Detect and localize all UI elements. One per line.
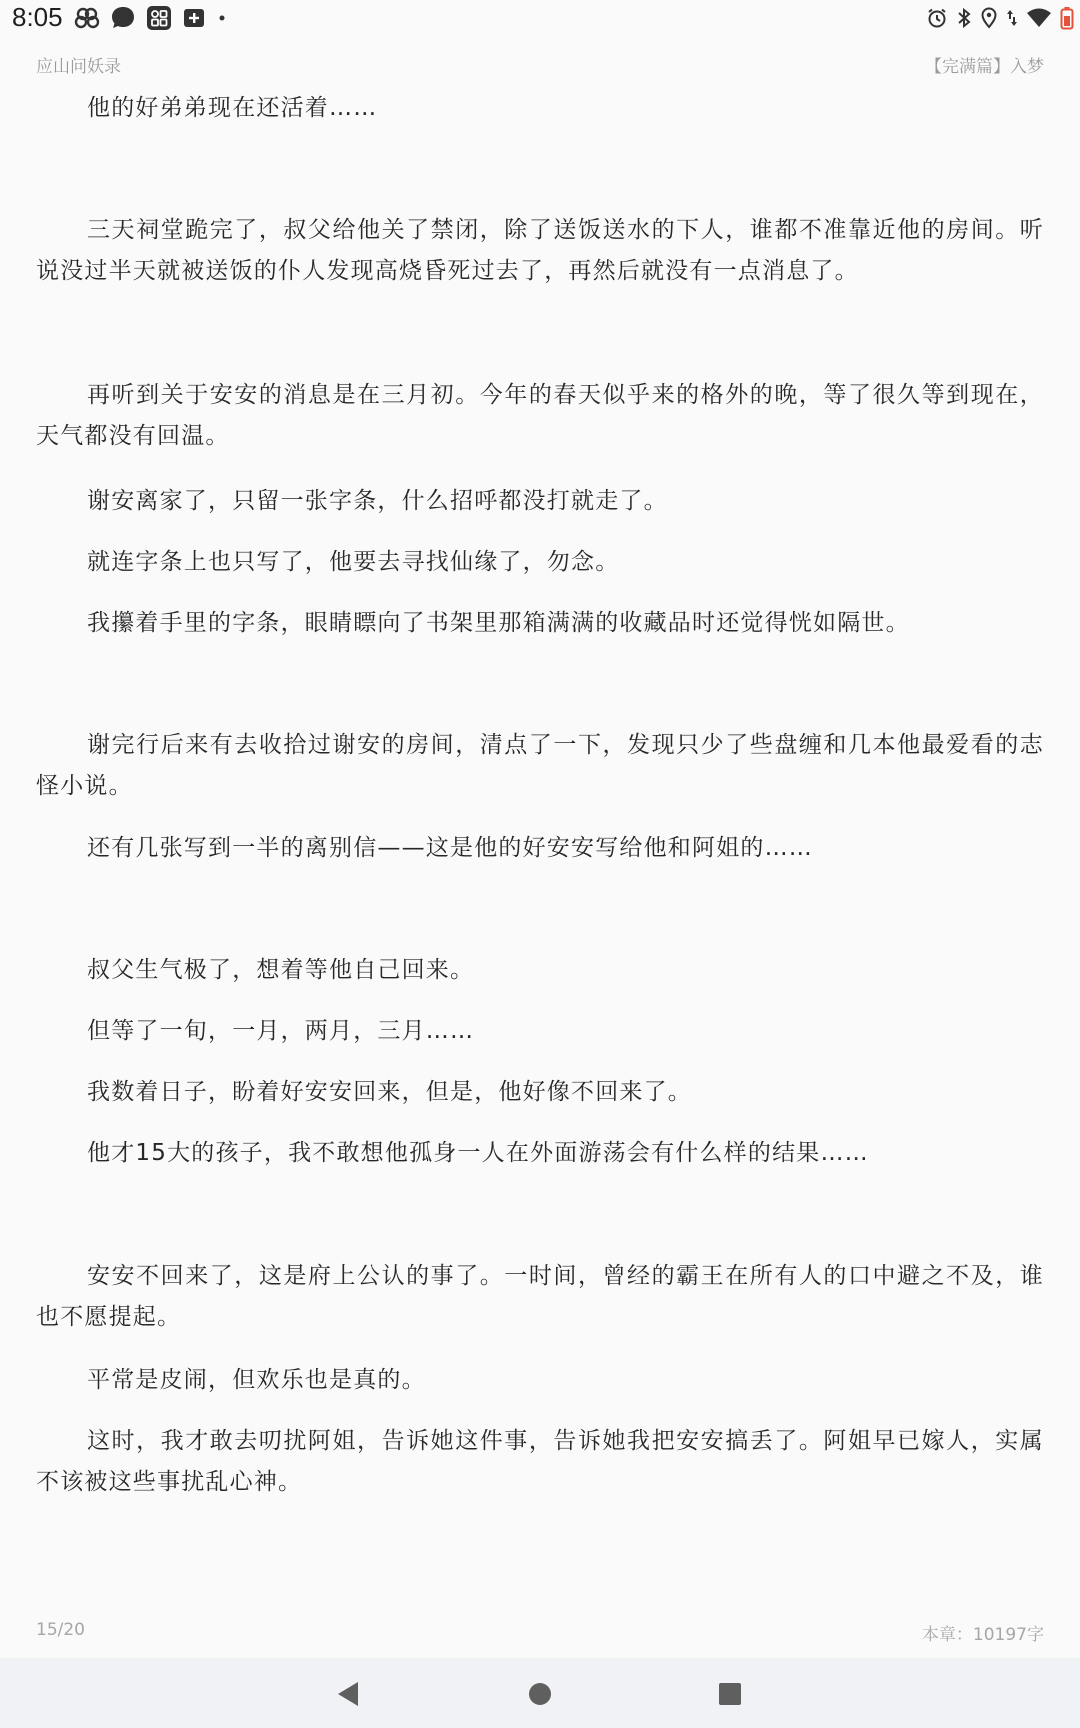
chapter-title: 【完满篇】入梦	[925, 57, 1044, 77]
paragraph: 三天祠堂跪完了，叔父给他关了禁闭，除了送饭送水的下人，谁都不准靠近他的房间。听说没过半天就被送饭的仆人发现高烧昏死过去了，再然后就没有一点消息了。	[36, 217, 1044, 284]
paragraph: 叔父生气极了，想着等他自己回来。	[87, 957, 475, 983]
paragraph: 再听到关于安安的消息是在三月初。今年的春天似乎来的格外的晚，等了很久等到现在，天气都没有回温。	[36, 382, 1044, 449]
paragraph: 但等了一旬，一月，两月，三月……	[87, 1018, 475, 1044]
paragraph: 我攥着手里的字条，眼睛瞟向了书架里那箱满满的收藏品时还觉得恍如隔世。	[87, 610, 910, 636]
back-button[interactable]	[326, 1672, 370, 1716]
add-box-icon	[182, 6, 206, 30]
paragraph: 他才15大的孩子，我不敢想他孤身一人在外面游荡会有什么样的结果……	[87, 1140, 869, 1166]
page-number: 15/20	[36, 1620, 85, 1640]
status-time: 8:05	[12, 2, 63, 32]
paragraph: 谢安离家了，只留一张字条，什么招呼都没打就走了。	[87, 488, 668, 514]
paragraph: 还有几张写到一半的离别信——这是他的好安安写给他和阿姐的……	[87, 835, 813, 861]
paragraph: 这时，我才敢去叨扰阿姐，告诉她这件事，告诉她我把安安搞丢了。阿姐早已嫁人，实属不该被这些事扰乱心神。	[36, 1428, 1044, 1495]
home-circle-icon	[528, 1682, 552, 1706]
bluetooth-icon	[956, 7, 972, 29]
app-grid-icon	[146, 5, 172, 31]
paragraph: 就连字条上也只写了，他要去寻找仙缘了，勿念。	[87, 549, 620, 575]
dot-icon	[216, 12, 228, 24]
navigation-bar	[0, 1658, 1080, 1728]
paragraph: 谢完行后来有去收拾过谢安的房间，清点了一下，发现只少了些盘缠和几本他最爱看的志怪小说。	[36, 732, 1044, 799]
location-icon	[980, 7, 998, 29]
recents-square-icon	[718, 1682, 742, 1706]
paragraph: 他的好弟弟现在还活着……	[87, 95, 378, 121]
back-triangle-icon	[336, 1681, 360, 1707]
battery-icon	[1060, 6, 1074, 30]
system-icons	[926, 6, 1074, 30]
paragraph: 安安不回来了，这是府上公认的事了。一时间，曾经的霸王在所有人的口中避之不及，谁也不愿提起。	[36, 1263, 1044, 1330]
recents-button[interactable]	[708, 1672, 752, 1716]
notification-icons	[74, 5, 228, 31]
paragraph: 平常是皮闹，但欢乐也是真的。	[87, 1367, 426, 1393]
alarm-icon	[926, 7, 948, 29]
paragraph: 我数着日子，盼着好安安回来，但是，他好像不回来了。	[87, 1079, 692, 1105]
chapter-word-count: 本章：10197字	[921, 1625, 1044, 1645]
data-arrows-icon	[1006, 7, 1018, 29]
status-bar	[0, 0, 1080, 40]
chat-bubble-icon	[110, 5, 136, 31]
app-cluster-icon	[74, 5, 100, 31]
wifi-icon	[1026, 7, 1052, 29]
home-button[interactable]	[518, 1672, 562, 1716]
book-title: 应山问妖录	[36, 57, 121, 77]
